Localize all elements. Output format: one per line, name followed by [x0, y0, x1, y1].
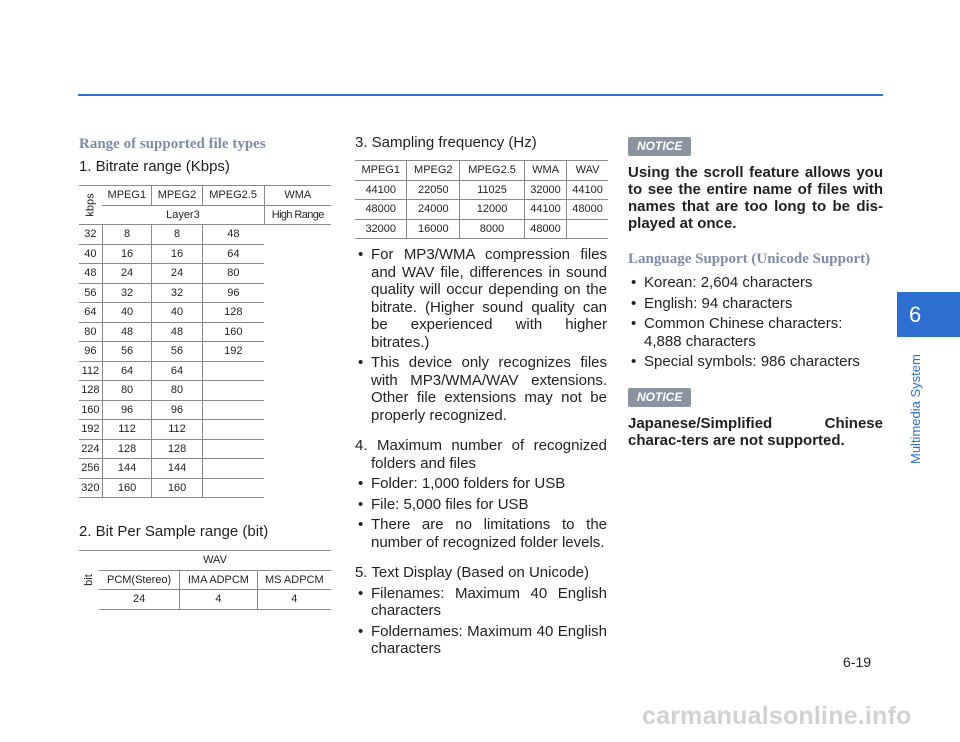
table-cell: 32000 — [524, 180, 566, 200]
header-cell: PCM(Stereo) — [99, 570, 180, 590]
table-row — [79, 225, 331, 245]
header-cell: WAV — [567, 161, 608, 181]
section-heading-file-types: Range of supported file types — [79, 136, 266, 152]
table-cell: 24000 — [407, 200, 460, 220]
header-cell: MS ADPCM — [257, 570, 331, 590]
watermark: carmanualsonline.info — [642, 702, 912, 730]
table-cell — [202, 400, 264, 420]
sampling-title: 3. Sampling frequency (Hz) — [355, 134, 537, 151]
table-cell: 32 — [152, 283, 202, 303]
table-row — [79, 205, 331, 225]
list-item: • This device only recognizes files with MP3/WMA/WAV extensions. Other file extensions may not be properly recognized. — [355, 354, 607, 424]
sampling-table — [355, 160, 608, 239]
table-cell: 40 — [79, 244, 102, 264]
table-cell: 11025 — [460, 180, 525, 200]
table-cell: 80 — [79, 322, 102, 342]
compression-notes — [355, 246, 607, 424]
list-item: • Foldernames: Maximum 40 English characters — [355, 623, 607, 658]
header-cell: MPEG2 — [152, 186, 202, 206]
list-item: • File: 5,000 files for USB — [355, 496, 607, 514]
table-cell: 56 — [152, 342, 202, 362]
table-row — [79, 459, 331, 479]
list-item: • English: 94 characters — [628, 295, 883, 313]
table-cell: 192 — [79, 420, 102, 440]
max-recognized-list — [355, 475, 607, 551]
table-cell: 48 — [152, 322, 202, 342]
table-cell: 64 — [79, 303, 102, 323]
bitrate-table — [79, 185, 331, 498]
list-item: • For MP3/WMA compression files and WAV file, differences in sound quality will occur depending on the bitrate. (Higher sound quality can be experienced with higher bitrates.) — [355, 246, 607, 351]
list-item: • Common Chinese characters: 4,888 characters — [628, 315, 883, 350]
table-cell: 128 — [102, 439, 152, 459]
notice-scroll-text: Using the scroll feature allows you to see the entire name of files with names that are too long to be dis-played at once. — [628, 164, 883, 232]
column-file-types — [79, 134, 331, 610]
axis-label-kbps: kbps — [84, 193, 97, 217]
table-cell: 12000 — [460, 200, 525, 220]
table-cell: 48 — [79, 264, 102, 284]
table-cell — [202, 361, 264, 381]
table-cell: 32 — [79, 225, 102, 245]
table-cell — [202, 439, 264, 459]
chapter-side-label — [906, 346, 926, 466]
table-cell: 96 — [79, 342, 102, 362]
max-recognized-title: 4. Maximum number of recognized folders and files — [355, 437, 607, 472]
table-row — [79, 570, 331, 590]
table-cell: 64 — [202, 244, 264, 264]
table-cell: 96 — [102, 400, 152, 420]
table-cell: 4 — [257, 590, 331, 610]
table-cell: 256 — [79, 459, 102, 479]
table-cell: 192 — [202, 342, 264, 362]
notice-badge: NOTICE — [628, 388, 691, 407]
table-cell: 32 — [102, 283, 152, 303]
header-cell: WMA — [264, 186, 331, 206]
column-notices — [628, 137, 883, 449]
header-cell: MPEG1 — [355, 161, 407, 181]
table-cell: 56 — [102, 342, 152, 362]
table-cell — [567, 219, 608, 239]
header-cell: MPEG2 — [407, 161, 460, 181]
page-number: 6-19 — [843, 654, 872, 670]
chapter-number-tab: 6 — [897, 292, 960, 337]
axis-label-bit: bit — [83, 574, 95, 586]
table-cell: 48 — [202, 225, 264, 245]
table-cell: 160 — [102, 478, 152, 498]
table-cell — [202, 478, 264, 498]
table-row — [355, 200, 608, 220]
table-cell: 24 — [99, 590, 180, 610]
table-cell: 96 — [152, 400, 202, 420]
table-cell: 128 — [202, 303, 264, 323]
header-cell: IMA ADPCM — [180, 570, 257, 590]
table-cell: 160 — [152, 478, 202, 498]
table-cell: 112 — [79, 361, 102, 381]
list-item: • Special symbols: 986 characters — [628, 353, 883, 371]
table-cell: 320 — [79, 478, 102, 498]
table-row — [355, 180, 608, 200]
text-display-list — [355, 585, 607, 658]
table-cell: 80 — [102, 381, 152, 401]
table-cell: 64 — [152, 361, 202, 381]
table-cell: 224 — [79, 439, 102, 459]
table-cell: 48000 — [567, 200, 608, 220]
table-row — [355, 161, 608, 181]
table-cell: 32000 — [355, 219, 407, 239]
header-cell: MPEG2.5 — [202, 186, 264, 206]
table-cell: 80 — [202, 264, 264, 284]
table-cell: 128 — [79, 381, 102, 401]
bitrate-body — [79, 225, 331, 498]
table-cell: 16 — [102, 244, 152, 264]
table-cell — [202, 459, 264, 479]
chapter-title: Multimedia System — [908, 354, 923, 464]
bitrate-title: 1. Bitrate range (Kbps) — [79, 158, 230, 175]
table-cell: 4 — [180, 590, 257, 610]
axis-cell — [79, 551, 99, 610]
bit-per-sample-title: 2. Bit Per Sample range (bit) — [79, 523, 269, 540]
table-row — [79, 264, 331, 284]
table-cell: 24 — [152, 264, 202, 284]
table-cell: 160 — [202, 322, 264, 342]
table-row — [79, 551, 331, 571]
table-cell: 44100 — [355, 180, 407, 200]
list-item: • There are no limitations to the number of recognized folder levels. — [355, 516, 607, 551]
column-sampling — [355, 134, 607, 661]
language-list — [628, 274, 883, 371]
notice-language-text: Japanese/Simplified Chinese charac-ters are not supported. — [628, 414, 883, 449]
text-display-title: 5. Text Display (Based on Unicode) — [355, 564, 590, 581]
table-cell: 16 — [152, 244, 202, 264]
table-row — [79, 303, 331, 323]
table-cell: 48000 — [524, 219, 566, 239]
table-cell: 22050 — [407, 180, 460, 200]
header-cell: WMA — [524, 161, 566, 181]
table-row — [79, 186, 331, 206]
table-cell: 96 — [202, 283, 264, 303]
list-item: • Korean: 2,604 characters — [628, 274, 883, 292]
table-row — [79, 439, 331, 459]
header-cell-wav: WAV — [99, 551, 331, 571]
sampling-body — [355, 180, 608, 239]
table-cell: 80 — [152, 381, 202, 401]
table-cell: 128 — [152, 439, 202, 459]
section-heading-language: Language Support (Unicode Support) — [628, 251, 871, 267]
table-cell: 48 — [102, 322, 152, 342]
table-cell: 112 — [102, 420, 152, 440]
notice-badge: NOTICE — [628, 137, 691, 156]
table-row — [79, 381, 331, 401]
table-row — [355, 219, 608, 239]
table-cell: 8 — [152, 225, 202, 245]
table-row — [79, 400, 331, 420]
table-cell — [202, 420, 264, 440]
table-cell: 56 — [79, 283, 102, 303]
table-cell: 40 — [102, 303, 152, 323]
table-row — [79, 342, 331, 362]
table-cell: 44100 — [567, 180, 608, 200]
table-cell: 112 — [152, 420, 202, 440]
table-cell: 8000 — [460, 219, 525, 239]
table-cell: 40 — [152, 303, 202, 323]
table-cell: 144 — [152, 459, 202, 479]
list-item: • Filenames: Maximum 40 English characters — [355, 585, 607, 620]
subheader-layer: Layer3 — [102, 205, 264, 225]
table-row — [79, 361, 331, 381]
table-cell: 144 — [102, 459, 152, 479]
table-row — [79, 590, 331, 610]
table-cell: 64 — [102, 361, 152, 381]
header-cell: MPEG1 — [102, 186, 152, 206]
axis-cell — [79, 186, 102, 225]
table-row — [79, 244, 331, 264]
subheader-high-range: High Range — [264, 205, 331, 225]
table-row — [79, 420, 331, 440]
table-cell: 48000 — [355, 200, 407, 220]
table-cell: 16000 — [407, 219, 460, 239]
bit-per-sample-table — [79, 550, 331, 610]
table-cell: 160 — [79, 400, 102, 420]
header-cell: MPEG2.5 — [460, 161, 525, 181]
table-cell: 8 — [102, 225, 152, 245]
table-row — [79, 478, 331, 498]
table-cell: 44100 — [524, 200, 566, 220]
table-row — [79, 283, 331, 303]
table-cell: 24 — [102, 264, 152, 284]
list-item: • Folder: 1,000 folders for USB — [355, 475, 607, 493]
table-cell — [202, 381, 264, 401]
top-rule — [78, 94, 883, 96]
table-row — [79, 322, 331, 342]
